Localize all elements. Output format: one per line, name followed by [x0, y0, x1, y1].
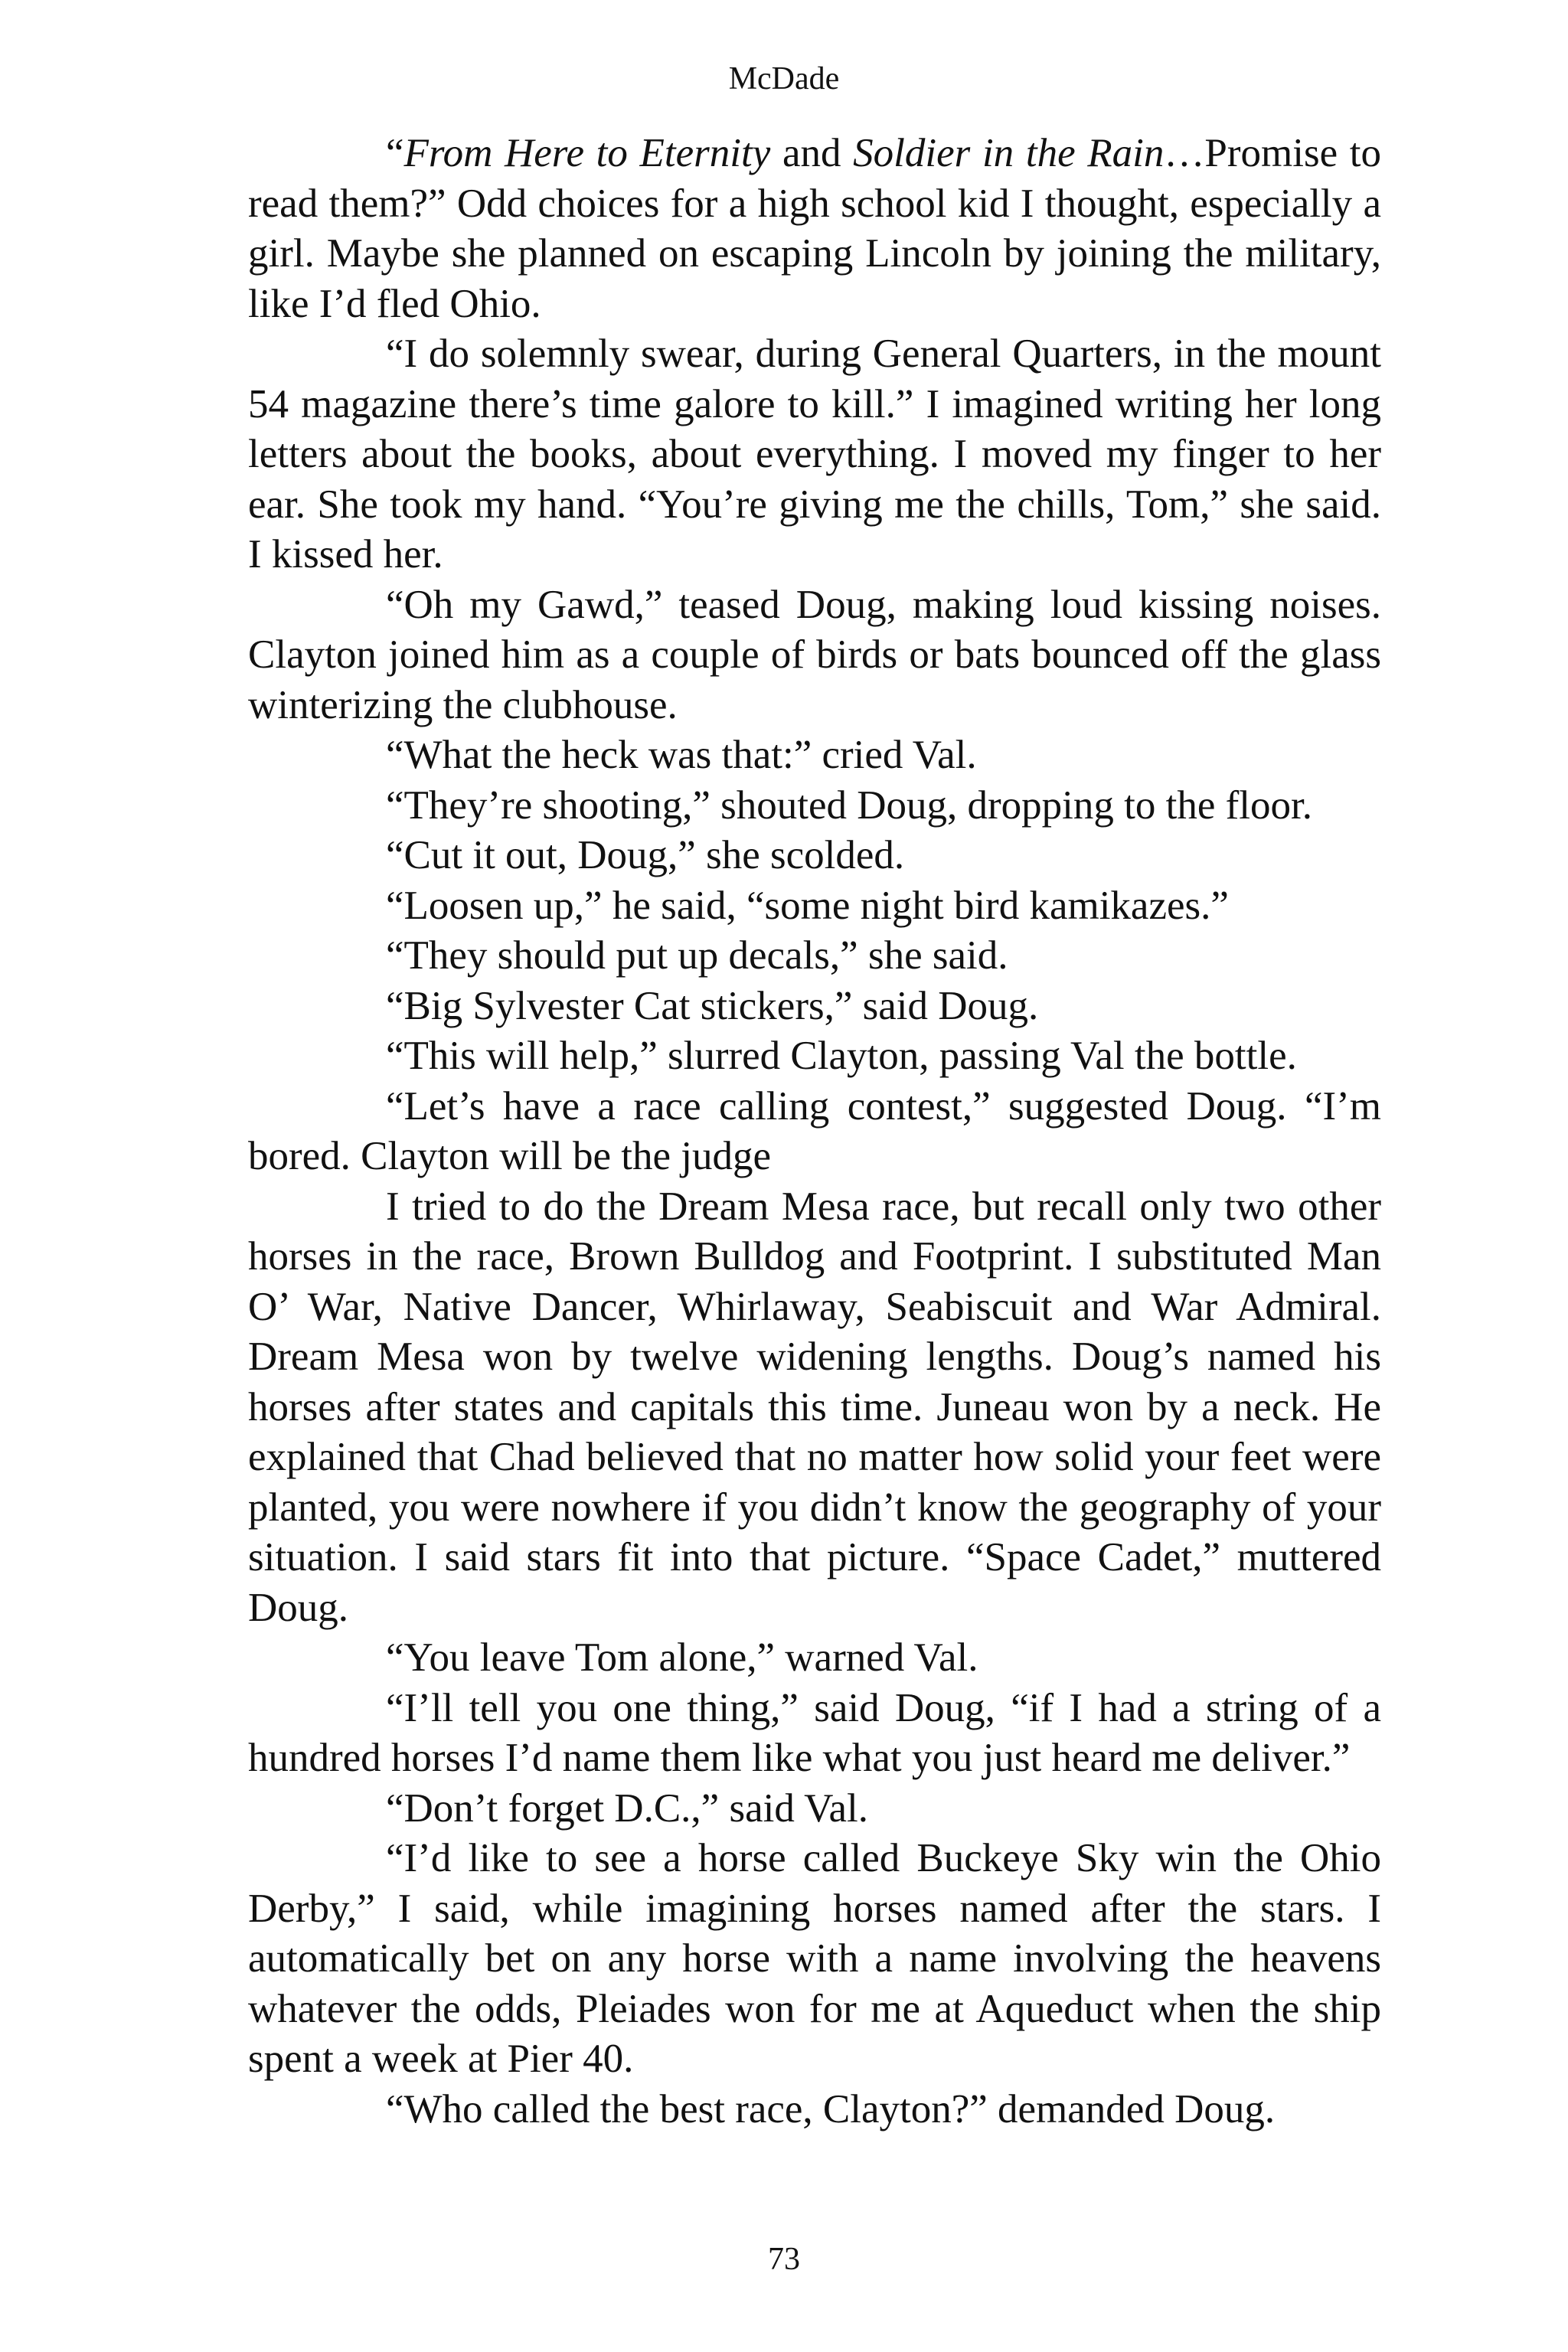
paragraph-14: “I’ll tell you one thing,” said Doug, “if I had a string of a hundred horses I’d name them like what you just heard me deliver.”	[248, 1685, 1381, 1780]
paragraph-16: “I’d like to see a horse called Buckeye Sky win the Ohio Derby,” I said, while imagining horses named after the stars. I automatically bet on any horse with a name involving the heavens whatever the odds, Pleiades won for me at Aqueduct when the ship spent a week at Pier 40.	[248, 1836, 1381, 2081]
text-run: …Promise to read them?” Odd choices for a high school kid I thought, especially a girl. Maybe she planned on escaping Lincoln by joining the military, like I’d fled Ohio.	[248, 131, 1381, 326]
paragraph-6: “Cut it out, Doug,” she scolded.	[386, 833, 905, 877]
page-number: 73	[768, 2242, 800, 2277]
page-body	[248, 129, 1381, 2135]
paragraph-2: “I do solemnly swear, during General Quarters, in the mount 54 magazine there’s time galore to kill.” I imagined writing her long letters about the books, about everything. I moved my finger to her ear. She took my hand. “You’re giving me the chills, Tom,” she said. I kissed her.	[248, 332, 1381, 577]
paragraph-5: “They’re shooting,” shouted Doug, dropping to the floor.	[386, 782, 1312, 828]
paragraph-1	[248, 129, 1381, 329]
paragraph-8: “They should put up decals,” she said.	[386, 933, 1008, 978]
paragraph-17: “Who called the best race, Clayton?” demanded Doug.	[386, 2086, 1276, 2132]
paragraph-13: “You leave Tom alone,” warned Val.	[386, 1635, 978, 1680]
paragraph-10: “This will help,” slurred Clayton, passing Val the bottle.	[386, 1034, 1297, 1078]
paragraph-15: “Don’t forget D.C.,” said Val.	[386, 1785, 869, 1831]
book-title-2: Soldier in the Rain	[853, 131, 1165, 175]
paragraph-3: “Oh my Gawd,” teased Doug, making loud kissing noises. Clayton joined him as a couple of birds or bats bounced off the glass winterizing the clubhouse.	[248, 582, 1381, 727]
paragraph-7: “Loosen up,” he said, “some night bird kamikazes.”	[386, 883, 1229, 928]
paragraph-11: “Let’s have a race calling contest,” suggested Doug. “I’m bored. Clayton will be the judge	[248, 1083, 1381, 1178]
text-run: “	[386, 131, 404, 175]
book-title-1: From Here to Eternity	[403, 131, 771, 175]
paragraph-9: “Big Sylvester Cat stickers,” said Doug.	[386, 983, 1039, 1028]
paragraph-12: I tried to do the Dream Mesa race, but recall only two other horses in the race, Brown Bulldog and Footprint. I substituted Man O’ War, Native Dancer, Whirlaway, Seabiscuit and War Admiral. Dream Mesa won by twelve widening lengths. Doug’s named his horses after states and capitals this time. Juneau won by a neck. He explained that Chad believed that no matter how solid your feet were planted, you were nowhere if you didn’t know the geography of your situation. I said stars fit into that picture. “Space Cadet,” muttered Doug.	[248, 1184, 1381, 1630]
text-run: and	[770, 131, 854, 175]
paragraph-4: “What the heck was that:” cried Val.	[386, 733, 977, 777]
running-head: McDade	[728, 61, 840, 96]
